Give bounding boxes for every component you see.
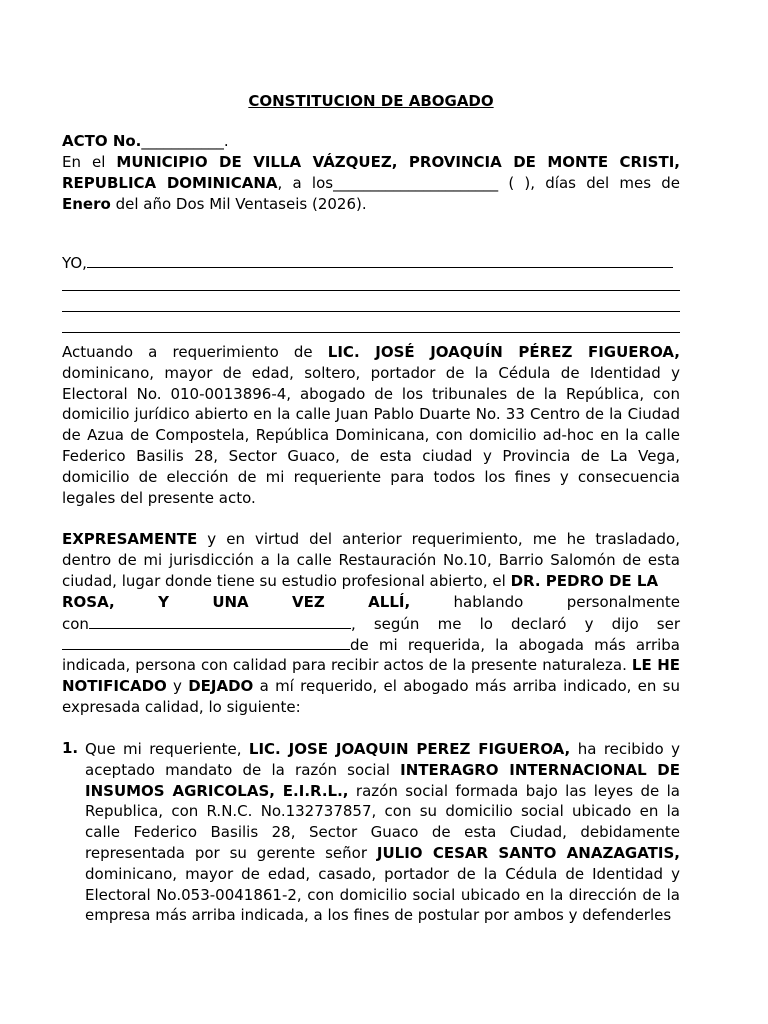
expresamente-line-6 [62,634,680,655]
document-title: CONSTITUCION DE ABOGADO [248,92,494,110]
blank-line-2 [62,311,680,312]
yo-blank [87,252,673,268]
expresamente-line-4 [62,592,680,613]
requerida-text: de mi requerida, la abogada más arriba [350,636,680,654]
intro-text-1: En el [62,153,117,171]
expresamente-text-3: a mí requerido, el abogado más arriba indicado, en su expresada calidad, lo siguiente: [62,676,681,716]
intro-text-3: ( ), días del mes de [498,173,680,192]
word-alli: ALLÍ, [368,593,411,611]
intro-paragraph [62,152,680,214]
intro-place: MUNICIPIO DE VILLA VÁZQUEZ, PROVINCIA DE MONTE CRISTI, REPUBLICA DOMINICANA [62,153,680,192]
yo-line [62,252,680,273]
list-item-number: 1. [62,739,79,757]
intro-month: Enero [62,194,111,213]
expresamente-dr-name: DR. PEDRO DE LA [510,571,659,590]
actuando-name: LIC. JOSÉ JOAQUÍN PÉREZ FIGUEROA, [327,343,680,361]
word-una: UNA [212,593,249,611]
intro-text-4: del año Dos Mil Ventaseis (2026). [110,194,367,213]
item-text-4: dominicano, mayor de edad, casado, portador de la Cédula de Identidad y Electoral No.053-0041861-2, con domicilio social ubicado en la dirección de la empresa más arriba indicada, a los fines de postular por ambos y defenderles [85,864,680,925]
item-company: INTERAGRO INTERNACIONAL DE INSUMOS AGRICOLAS, E.I.R.L., [85,760,680,800]
item-manager: JULIO CESAR SANTO ANAZAGATIS, [376,843,680,862]
expresamente-lead: EXPRESAMENTE [62,530,198,548]
expresamente-y: y [166,676,189,695]
word-hablando: hablando [453,593,524,611]
actuando-text-2: dominicano, mayor de edad, soltero, portador de la Cédula de Identidad y Electoral No. 010-0013896-4, abogado de los tribunales de la República, con domicilio jurídico abierto en la calle Juan Pablo Duarte No. 33 Centro de la Ciudad de Azua de Compostela, República Dominicana, con domicilio ad-hoc en la calle Federico Basilis 28, Sector Guaco, de esta ciudad y Provincia de La Vega, domicilio de elección de mi requeriente para todos los fines y consecuencia legales del presente acto. [62,363,680,507]
blank-line-3 [62,332,680,333]
intro-blank: ______________________ [333,173,499,192]
acto-line [62,131,680,152]
word-rosa: ROSA, [62,593,115,611]
yo-label: YO, [62,254,87,272]
con-blank [89,613,351,629]
word-personalmente: personalmente [566,593,680,611]
list-item-text [85,739,680,926]
intro-text-2: , a los [277,173,334,192]
expresamente-text-1: y en virtud del anterior requerimiento, me he trasladado, dentro de mi jurisdicción a la calle Restauración No.10, Barrio Salomón de esta ciudad, lugar donde tiene su estudio profesional abierto, el [62,530,680,590]
expresamente-line-5 [62,613,680,634]
requerida-blank [62,634,350,650]
word-vez: VEZ [292,593,325,611]
item-name: LIC. JOSE JOAQUIN PEREZ FIGUEROA, [248,740,571,758]
dejado-label: DEJADO [188,676,254,695]
actuando-paragraph [62,342,680,508]
item-text-2: ha recibido y aceptado mandato de la razón social [85,740,681,779]
notificado-label: LE HE NOTIFICADO [62,656,680,695]
acto-blank: ___________ [141,132,224,150]
blank-line-1 [62,290,680,291]
segun-text: , según me lo declaró y dijo ser [350,615,680,633]
expresamente-text-2: indicada, persona con calidad para recibir actos de la presente naturaleza. [62,656,632,674]
actuando-text-1: Actuando a requerimiento de [62,343,328,361]
word-y: Y [158,593,169,611]
expresamente-paragraph [62,529,680,591]
expresamente-paragraph-end [62,655,680,717]
acto-label: ACTO No. [62,132,142,150]
acto-end: . [223,132,229,150]
con-label: con [62,615,89,633]
item-text-3: razón social formada bajo las leyes de la Republica, con R.N.C. No.132737857, con su domicilio social ubicado en la calle Federico Basilis 28, Sector Guaco de esta Ciudad, debidamente representada por su gerente señor [85,781,680,862]
item-text-1: Que mi requeriente, [85,740,249,758]
